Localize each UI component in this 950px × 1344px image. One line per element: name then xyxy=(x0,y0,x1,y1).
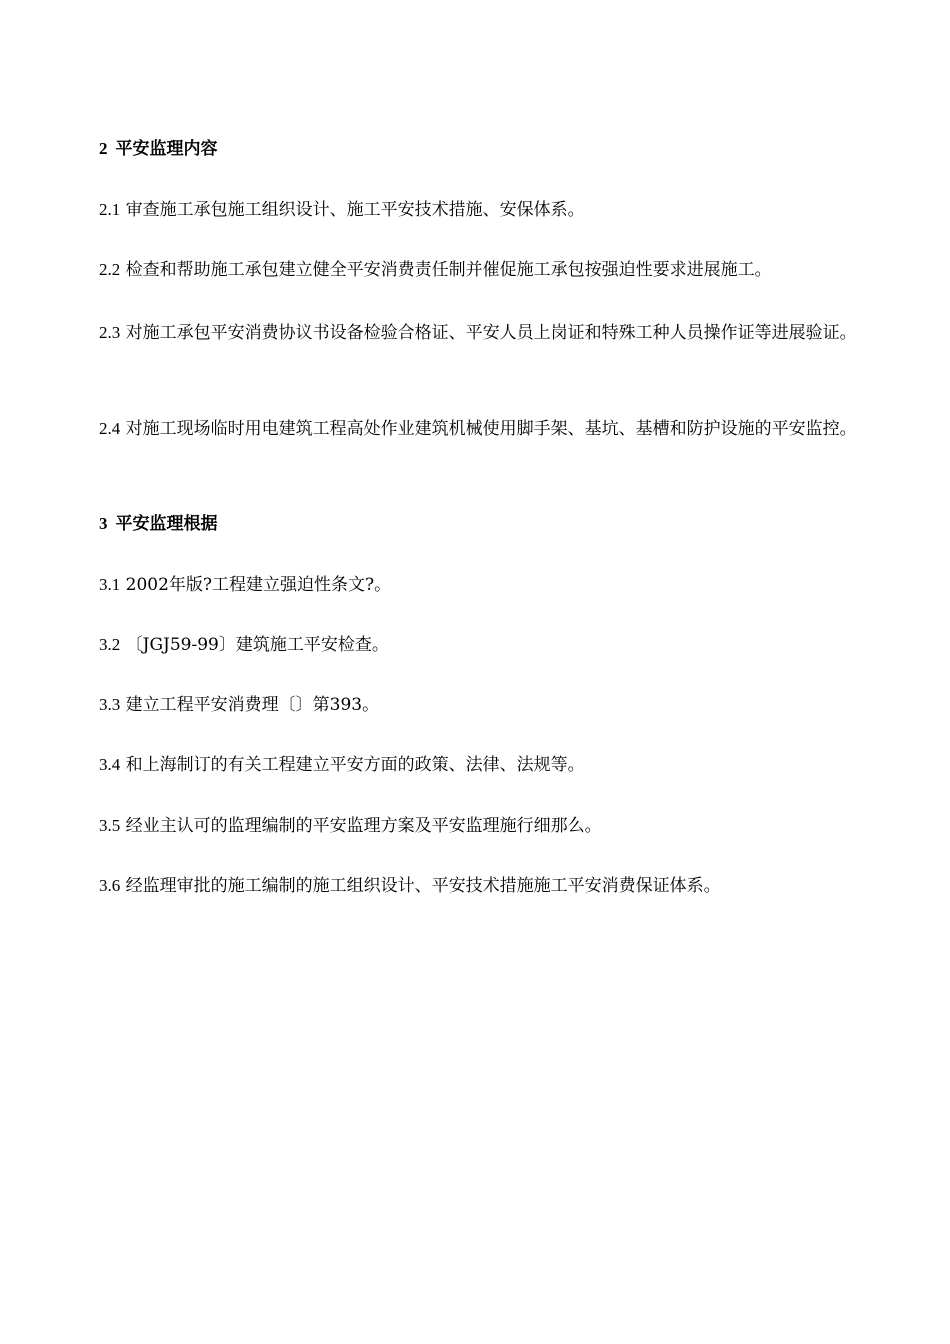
item-number: 2.4 xyxy=(99,419,121,438)
list-item-3-6 xyxy=(99,870,869,902)
list-item-3-5 xyxy=(99,810,869,842)
list-item-3-3 xyxy=(99,689,869,721)
list-item-2-3 xyxy=(99,314,869,352)
item-number: 3.1 xyxy=(99,575,121,594)
item-number: 3.4 xyxy=(99,755,121,774)
item-text: 对施工现场临时用电建筑工程高处作业建筑机械使用脚手架、基坑、基槽和防护设施的平安监控。 xyxy=(125,419,857,439)
section-number: 2 xyxy=(99,139,108,158)
list-item-2-1 xyxy=(99,194,869,226)
section-number: 3 xyxy=(99,514,108,533)
list-item-3-1 xyxy=(99,569,869,601)
item-number: 2.3 xyxy=(99,323,121,342)
section-3-heading xyxy=(99,508,859,540)
item-number: 3.2 xyxy=(99,635,121,654)
section-2-heading xyxy=(99,133,859,165)
list-item-3-2 xyxy=(99,629,869,661)
item-text: 和上海制订的有关工程建立平安方面的政策、法律、法规等。 xyxy=(125,755,585,775)
list-item-3-4 xyxy=(99,749,869,781)
item-text: 经业主认可的监理编制的平安监理方案及平安监理施行细那么。 xyxy=(125,816,602,836)
item-text: 经监理审批的施工编制的施工组织设计、平安技术措施施工平安消费保证体系。 xyxy=(125,876,721,896)
item-text: 检查和帮助施工承包建立健全平安消费责任制并催促施工承包按强迫性要求进展施工。 xyxy=(125,260,772,280)
list-item-2-2 xyxy=(99,254,869,286)
item-number: 2.1 xyxy=(99,200,121,219)
item-number: 2.2 xyxy=(99,260,121,279)
item-text: 2002年版?工程建立强迫性条文?。 xyxy=(125,575,392,595)
section-title: 平安监理根据 xyxy=(115,514,218,534)
list-item-2-4 xyxy=(99,410,869,448)
section-title: 平安监理内容 xyxy=(115,139,218,159)
item-number: 3.6 xyxy=(99,876,121,895)
item-number: 3.5 xyxy=(99,816,121,835)
item-text: 对施工承包平安消费协议书设备检验合格证、平安人员上岗证和特殊工种人员操作证等进展验证。 xyxy=(125,323,857,343)
item-text: 建立工程平安消费理〔〕第393。 xyxy=(125,695,380,715)
item-number: 3.3 xyxy=(99,695,121,714)
item-text: 〔JGJ59-99〕建筑施工平安检查。 xyxy=(125,635,389,655)
item-text: 审查施工承包施工组织设计、施工平安技术措施、安保体系。 xyxy=(125,200,585,220)
